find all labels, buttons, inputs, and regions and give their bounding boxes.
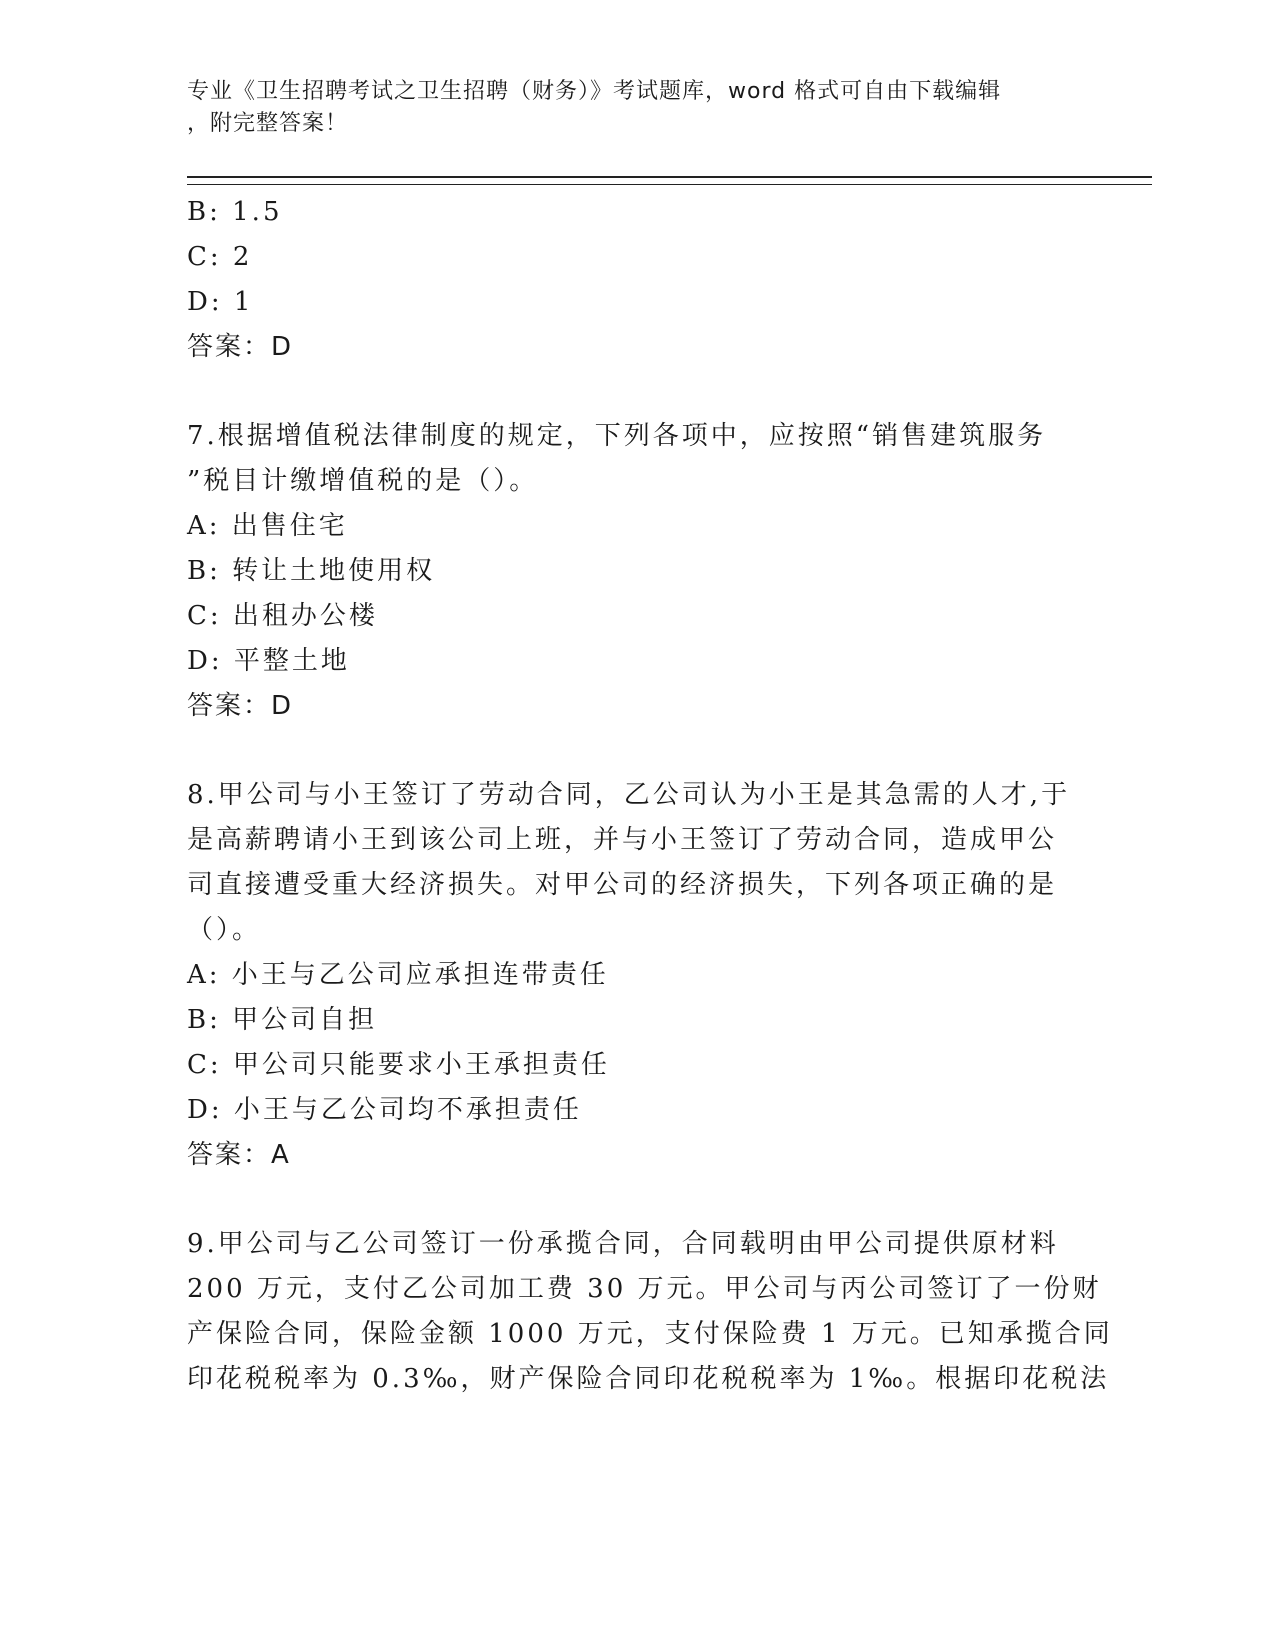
option-a: A: 小王与乙公司应承担连带责任 — [187, 960, 609, 990]
question-7 — [187, 414, 1067, 729]
option-b: B: 甲公司自担 — [187, 1005, 378, 1035]
prev-question — [187, 190, 1067, 370]
option-c: C: 2 — [187, 242, 253, 272]
option-d: D: 小王与乙公司均不承担责任 — [187, 1095, 582, 1125]
option-d: D: 1 — [187, 287, 254, 317]
answer-line: 答案：D — [187, 332, 294, 362]
document-body — [187, 190, 1113, 1402]
header-line-1: 专业《卫生招聘考试之卫生招聘（财务）》考试题库，word 格式可自由下载编辑 — [187, 79, 1002, 104]
spacer — [187, 729, 1067, 773]
question-text-line: 司直接遭受重大经济损失。对甲公司的经济损失，下列各项正确的是 — [187, 870, 1058, 900]
answer-line: 答案：A — [187, 1140, 291, 1170]
question-text-line: 产保险合同，保险金额 1000 万元，支付保险费 1 万元。已知承揽合同 — [187, 1319, 1113, 1349]
header-divider — [187, 176, 1152, 185]
question-text-line: 7.根据增值税法律制度的规定，下列各项中，应按照“销售建筑服务 — [187, 421, 1047, 451]
question-text-line: 9.甲公司与乙公司签订一份承揽合同，合同载明由甲公司提供原材料 — [187, 1229, 1059, 1259]
question-8 — [187, 773, 1071, 1178]
spacer — [187, 1178, 1067, 1222]
question-text-line: 印花税税率为 0.3‰，财产保险合同印花税税率为 1‰。根据印花税法 — [187, 1364, 1110, 1394]
option-d: D: 平整土地 — [187, 646, 350, 676]
question-text-line: 8.甲公司与小王签订了劳动合同，乙公司认为小王是其急需的人才,于 — [187, 780, 1071, 810]
option-b: B: 转让土地使用权 — [187, 556, 436, 586]
option-b: B: 1.5 — [187, 197, 283, 227]
option-a: A: 出售住宅 — [187, 511, 348, 541]
spacer — [187, 370, 1067, 414]
question-text-line: （）。 — [187, 915, 262, 945]
page-header — [187, 76, 1067, 140]
answer-line: 答案：D — [187, 691, 294, 721]
question-text-line: ”税目计缴增值税的是（）。 — [187, 466, 539, 496]
option-c: C: 甲公司只能要求小王承担责任 — [187, 1050, 610, 1080]
option-c: C: 出租办公楼 — [187, 601, 378, 631]
question-9 — [187, 1222, 1113, 1402]
question-text-line: 200 万元，支付乙公司加工费 30 万元。甲公司与丙公司签订了一份财 — [187, 1274, 1102, 1304]
header-line-2: ，附完整答案！ — [187, 111, 349, 136]
question-text-line: 是高薪聘请小王到该公司上班，并与小王签订了劳动合同，造成甲公 — [187, 825, 1058, 855]
